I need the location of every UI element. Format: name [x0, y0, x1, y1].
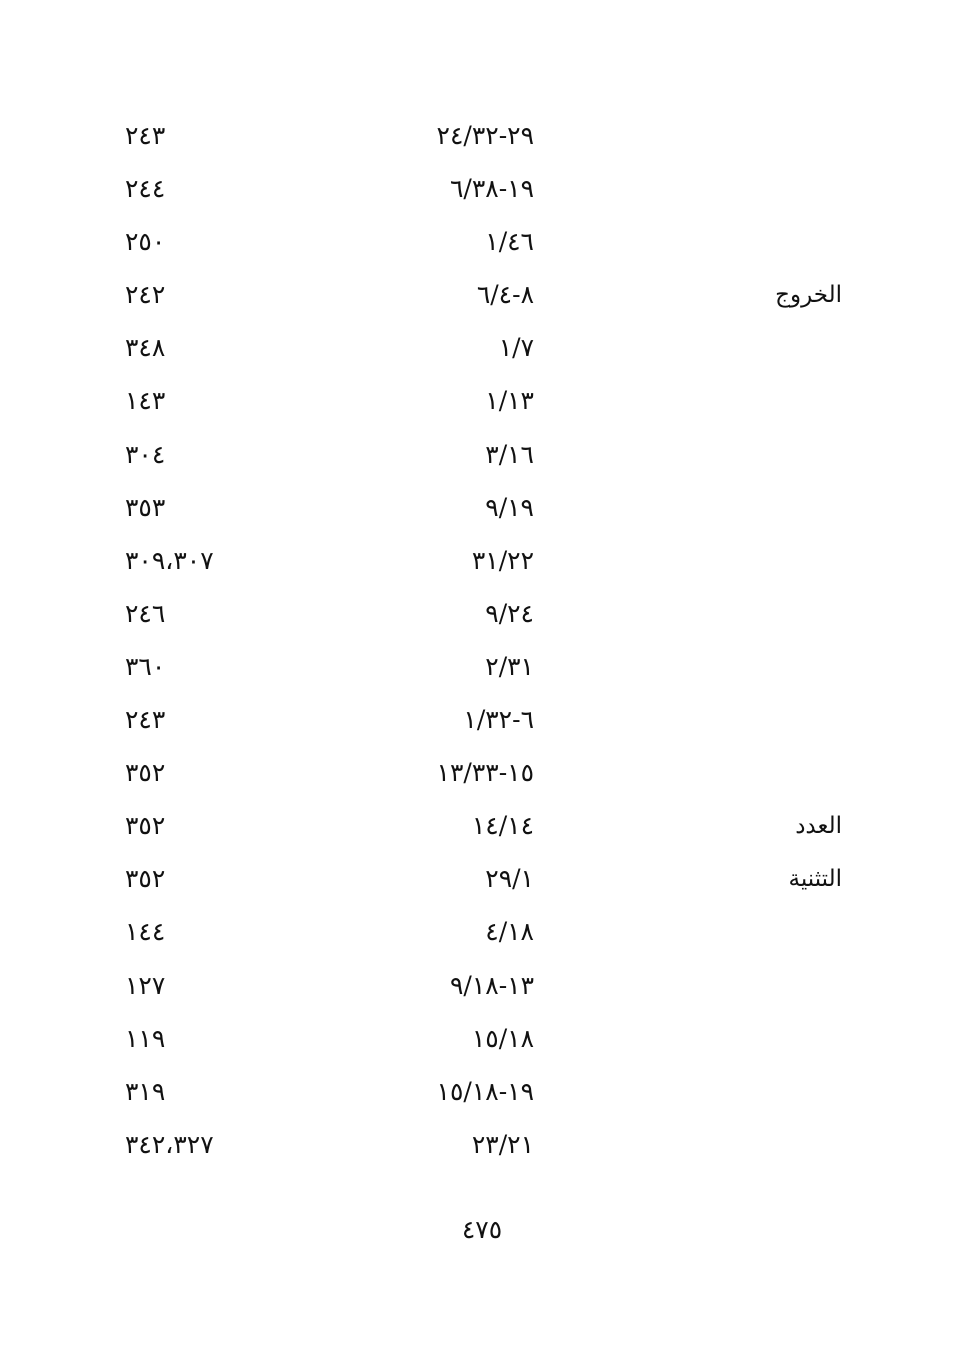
index-row: [0, 696, 964, 749]
index-row: [0, 908, 964, 961]
index-row: [0, 484, 964, 537]
page-reference: ٣٥٢: [125, 811, 166, 841]
verse-reference: ٤/١٨: [485, 917, 534, 947]
verse-reference: ٨-٦/٤: [476, 280, 534, 310]
verse-reference: ١/١٣: [485, 386, 534, 416]
index-row: [0, 218, 964, 271]
verse-reference: ١٣-٩/١٨: [449, 970, 534, 1000]
page-reference: ٣٠٤: [125, 439, 166, 469]
page-reference: ١١٩: [125, 1023, 166, 1053]
index-row: [0, 431, 964, 484]
index-row: [0, 271, 964, 324]
index-row: [0, 1015, 964, 1068]
page-reference: ١٤٤: [125, 917, 166, 947]
verse-reference: ٢٩/١: [485, 864, 534, 894]
verse-reference: ٩/١٩: [485, 492, 534, 522]
page-number: ٤٧٥: [461, 1215, 503, 1244]
index-row: [0, 324, 964, 377]
index-row: [0, 802, 964, 855]
book-name: الخروج: [775, 282, 842, 309]
index-row: [0, 1121, 964, 1174]
verse-reference: ١٤/١٤: [471, 811, 534, 841]
index-row: [0, 165, 964, 218]
page-reference: ٣٥٣: [125, 492, 166, 522]
page-reference: ٣٥٢: [125, 864, 166, 894]
index-row: [0, 537, 964, 590]
page-reference: ١٤٣: [125, 386, 166, 416]
page-reference: ٢٤٣: [125, 121, 166, 150]
page-reference: ٢٤٣: [125, 705, 166, 735]
verse-reference: ١٥/١٨: [471, 1023, 534, 1053]
page-reference: ٢٤٤: [125, 174, 166, 204]
verse-reference: ٦-١/٣٢: [463, 705, 534, 735]
index-row: [0, 112, 964, 165]
page-reference: ١٢٧: [125, 970, 166, 1000]
page-reference: ٢٤٢: [125, 280, 166, 310]
verse-reference: ١٩-٦/٣٨: [449, 174, 534, 204]
page-reference: ٢٥٠: [125, 227, 166, 257]
page-reference: ٣٤٢،٣٢٧: [125, 1129, 214, 1159]
verse-reference: ٢٣/٢١: [471, 1129, 534, 1159]
page-reference: ٢٤٦: [125, 598, 166, 628]
index-row: [0, 855, 964, 908]
index-row: [0, 643, 964, 696]
verse-reference: ٢٩-٢٤/٣٢: [436, 121, 534, 150]
verse-reference: ١/٤٦: [485, 227, 534, 257]
verse-reference: ٣/١٦: [485, 439, 534, 469]
index-row: [0, 1068, 964, 1121]
page-reference: ٣٥٢: [125, 758, 166, 788]
verse-reference: ١٥-١٣/٣٣: [436, 758, 534, 788]
index-row: [0, 962, 964, 1015]
page-reference: ٣١٩: [125, 1076, 166, 1106]
page-reference: ٣٦٠: [125, 651, 166, 681]
index-row: [0, 377, 964, 430]
index-row: [0, 590, 964, 643]
verse-reference: ٩/٢٤: [485, 598, 534, 628]
index-row: [0, 749, 964, 802]
scripture-index-table: [0, 112, 964, 1174]
verse-reference: ٣١/٢٢: [471, 545, 534, 575]
page-reference: ٣٠٩،٣٠٧: [125, 545, 214, 575]
verse-reference: ٢/٣١: [485, 651, 534, 681]
page-reference: ٣٤٨: [125, 333, 166, 363]
verse-reference: ١/٧: [498, 333, 534, 363]
book-name: العدد: [795, 813, 842, 840]
verse-reference: ١٩-١٥/١٨: [436, 1076, 534, 1106]
book-name: التثنية: [788, 866, 842, 893]
